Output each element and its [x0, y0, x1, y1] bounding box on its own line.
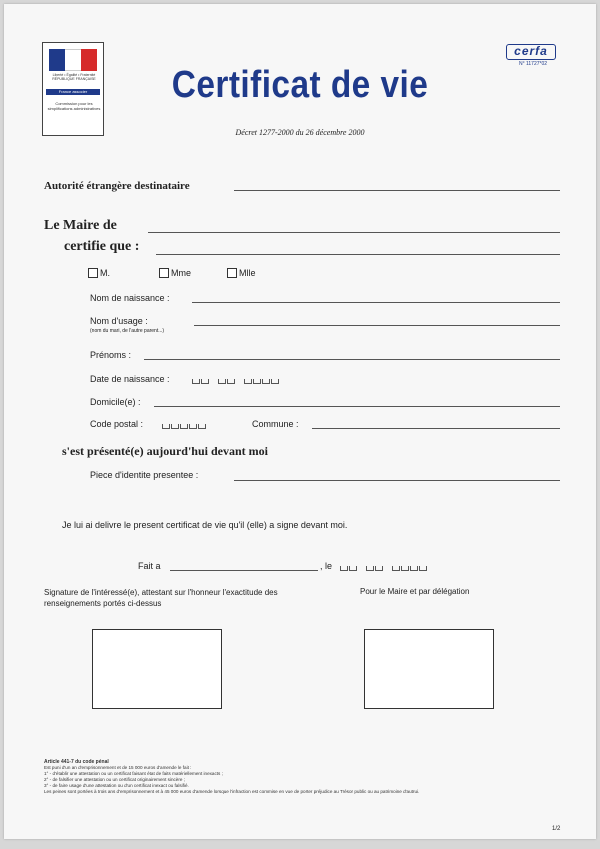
postal-code-boxes[interactable] — [162, 424, 206, 429]
signature-box-applicant[interactable] — [92, 629, 222, 709]
document-title: Certificat de vie — [171, 64, 429, 106]
birth-name-label: Nom de naissance : — [90, 293, 170, 303]
logo-band: France associer — [46, 89, 100, 95]
domicile-label: Domicile(e) : — [90, 397, 141, 407]
penal-code-heading: Article 441-7 du code pénal — [44, 759, 109, 765]
issue-month-boxes[interactable] — [366, 566, 383, 571]
authority-field[interactable] — [234, 190, 560, 191]
usage-name-hint: (nom du mari, de l'autre parent...) — [90, 328, 165, 334]
checkbox-mme[interactable] — [159, 268, 169, 278]
certifie-label: certifie que : — [64, 239, 140, 254]
cerfa-number: N° 11727*02 — [518, 61, 548, 67]
certifie-field[interactable] — [156, 254, 560, 255]
penal-line: Les peines sont portées à trois ans d'emprisonnement et à 45 000 euros d'amende lorsque l'infraction est commise en vue de porter préjudice au Trésor public ou au patrimoine d'autrui. — [44, 789, 420, 794]
presented-label: s'est présenté(e) aujourd'hui devant moi — [62, 444, 268, 458]
sig-left-label: Signature de l'intéressé(e), attestant sur l'honneur l'exactitude des renseignements portés ci-dessus — [44, 588, 278, 608]
birthdate-day-boxes[interactable] — [192, 379, 209, 384]
logo-text: Commission pour les simplifications administratives — [47, 101, 101, 111]
usage-name-label: Nom d'usage : — [90, 316, 148, 326]
postal-label: Code postal : — [90, 419, 144, 429]
penal-line: 1° - d'établir une attestation ou un certificat faisant état de faits matériellement inexacts ; — [44, 771, 223, 776]
domicile-field[interactable] — [154, 406, 560, 407]
issue-year-boxes[interactable] — [392, 566, 427, 571]
sig-right-label: Pour le Maire et par délégation — [360, 587, 470, 596]
firstname-label: Prénoms : — [90, 350, 132, 360]
checkbox-m[interactable] — [88, 268, 98, 278]
birthdate-year-boxes[interactable] — [244, 379, 279, 384]
penal-line: Est puni d'un an d'emprisonnement et de 15 000 euros d'amende le fait : — [44, 765, 192, 770]
certificate-page — [4, 4, 596, 839]
penal-line: 3° - de faire usage d'une attestation ou d'un certificat inexact ou falsifié. — [44, 783, 189, 788]
birthdate-month-boxes[interactable] — [218, 379, 235, 384]
civility-mme-label: Mme — [171, 268, 191, 278]
firstname-field[interactable] — [144, 359, 560, 360]
maire-label: Le Maire de — [44, 218, 117, 233]
cerfa-logo: cerfa — [506, 44, 556, 60]
penal-line: 2° - de falsifier une attestation ou un certificat originairement sincère ; — [44, 777, 185, 782]
birthdate-label: Date de naissance : — [90, 374, 170, 384]
penal-code-footer — [44, 759, 564, 795]
signature-box-mayor[interactable] — [364, 629, 494, 709]
delivered-statement: Je lui ai delivre le present certificat de vie qu'il (elle) a signe devant moi. — [62, 520, 348, 530]
postal-boxes[interactable] — [162, 424, 212, 429]
commune-label: Commune : — [252, 419, 299, 429]
maire-field[interactable] — [148, 232, 560, 233]
usage-name-field[interactable] — [194, 325, 560, 326]
birth-name-field[interactable] — [192, 302, 560, 303]
id-document-label: Piece d'identite presentee : — [90, 470, 199, 480]
date-le-label: , le — [320, 561, 333, 571]
authority-label: Autorité étrangère destinataire — [44, 180, 190, 192]
checkbox-mlle[interactable] — [227, 268, 237, 278]
civility-mlle-label: Mlle — [239, 268, 256, 278]
id-document-field[interactable] — [234, 480, 560, 481]
page-number: 1/2 — [552, 826, 561, 832]
birthdate-boxes[interactable] — [192, 379, 285, 384]
logo-motto: Liberté • Égalité • Fraternité RÉPUBLIQUE FRANÇAISE — [52, 73, 96, 81]
fait-label: Fait a — [138, 561, 161, 571]
issue-date-boxes[interactable] — [340, 566, 433, 571]
civility-m-label: M. — [100, 268, 110, 278]
fait-field[interactable] — [170, 570, 318, 571]
decree-reference: Décret 1277-2000 du 26 décembre 2000 — [235, 128, 365, 137]
commune-field[interactable] — [312, 428, 560, 429]
issue-day-boxes[interactable] — [340, 566, 357, 571]
